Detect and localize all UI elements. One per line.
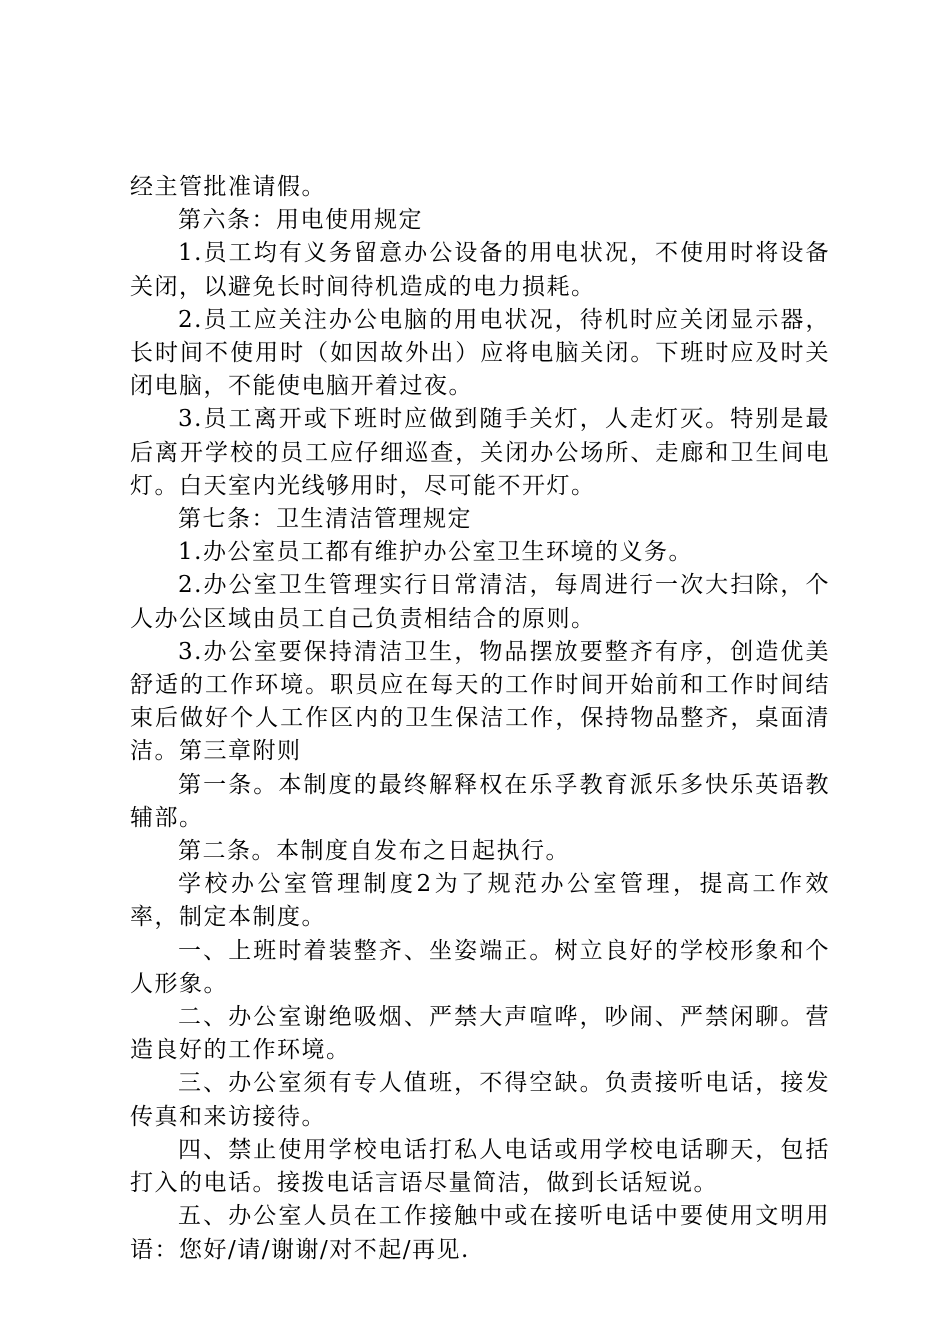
regulation-2-item-3: 三、办公室须有专人值班，不得空缺。负责接听电话，接发传真和来访接待。 bbox=[130, 1070, 830, 1130]
regulation-2-item-5: 五、办公室人员在工作接触中或在接听电话中要使用文明用语：您好/请/谢谢/对不起/再见. bbox=[130, 1203, 830, 1263]
article-6-item-1: 1.员工均有义务留意办公设备的用电状况，不使用时将设备关闭，以避免长时间待机造成的电力损耗。 bbox=[130, 240, 830, 300]
regulation-2-item-1: 一、上班时着装整齐、坐姿端正。树立良好的学校形象和个人形象。 bbox=[130, 937, 830, 997]
article-7-heading: 第七条：卫生清洁管理规定 bbox=[178, 506, 472, 533]
appendix-article-2: 第二条。本制度自发布之日起执行。 bbox=[178, 838, 570, 865]
article-6-item-3: 3.员工离开或下班时应做到随手关灯，人走灯灭。特别是最后离开学校的员工应仔细巡查，关闭办公场所、走廊和卫生间电灯。白天室内光线够用时，尽可能不开灯。 bbox=[130, 406, 830, 499]
regulation-2-item-2: 二、办公室谢绝吸烟、严禁大声喧哗，吵闹、严禁闲聊。营造良好的工作环境。 bbox=[130, 1004, 830, 1064]
article-7-item-3: 3.办公室要保持清洁卫生，物品摆放要整齐有序，创造优美舒适的工作环境。职员应在每天的工作时间开始前和工作时间结束后做好个人工作区内的卫生保洁工作，保持物品整齐，桌面清洁。第三章附则 bbox=[130, 638, 830, 765]
article-7-item-2: 2.办公室卫生管理实行日常清洁，每周进行一次大扫除，个人办公区域由员工自己负责相结合的原则。 bbox=[130, 572, 830, 632]
appendix-article-1: 第一条。本制度的最终解释权在乐孚教育派乐多快乐英语教辅部。 bbox=[130, 771, 830, 831]
article-7-item-1: 1.办公室员工都有维护办公室卫生环境的义务。 bbox=[178, 539, 693, 566]
paragraph-continuation: 经主管批准请假。 bbox=[130, 174, 326, 200]
article-6-heading: 第六条：用电使用规定 bbox=[178, 207, 423, 234]
article-6-item-2: 2.员工应关注办公电脑的用电状况，待机时应关闭显示器，长时间不使用时（如因故外出）应将电脑关闭。下班时应及时关闭电脑，不能使电脑开着过夜。 bbox=[130, 306, 830, 400]
regulation-2-item-4: 四、禁止使用学校电话打私人电话或用学校电话聊天，包括打入的电话。接拨电话言语尽量简洁，做到长话短说。 bbox=[130, 1136, 830, 1197]
regulation-2-intro: 学校办公室管理制度2为了规范办公室管理，提高工作效率，制定本制度。 bbox=[130, 871, 830, 931]
document-body bbox=[130, 171, 830, 1267]
